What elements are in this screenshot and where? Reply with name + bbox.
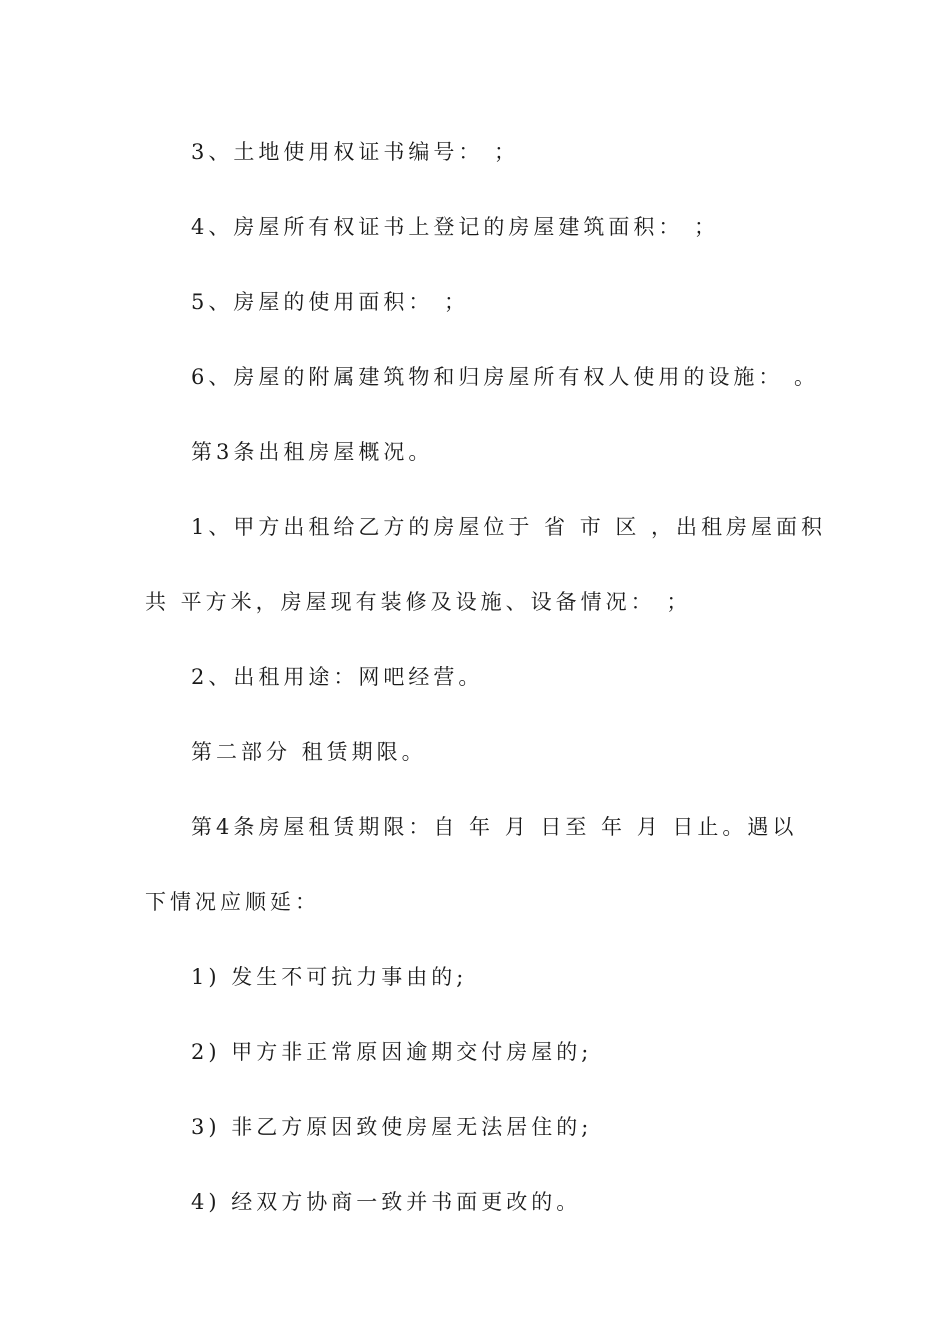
doc-line-part-2-heading: 第二部分 租赁期限。: [191, 740, 427, 764]
doc-line-property-area-continued: 共 平方米，房屋现有装修及设施、设备情况： ；: [145, 590, 692, 614]
doc-line-attached-facilities: 6、房屋的附属建筑物和归房屋所有权人使用的设施： 。: [191, 365, 820, 389]
doc-line-property-location: 1、甲方出租给乙方的房屋位于 省 市 区 ，出租房屋面积: [191, 515, 827, 539]
doc-line-rental-purpose: 2、出租用途：网吧经营。: [191, 665, 484, 689]
doc-line-usable-area: 5、房屋的使用面积： ；: [191, 290, 470, 314]
doc-line-article-3-heading: 第3条出租房屋概况。: [191, 440, 434, 464]
doc-line-article-4-term: 第4条房屋租赁期限：自 年 月 日至 年 月 日止。遇以: [191, 815, 798, 839]
doc-line-registered-area: 4、房屋所有权证书上登记的房屋建筑面积： ；: [191, 215, 720, 239]
doc-list-item-1: 1) 发生不可抗力事由的;: [191, 965, 468, 989]
doc-line-term-continued: 下情况应顺延：: [145, 890, 320, 914]
doc-list-item-3: 3) 非乙方原因致使房屋无法居住的;: [191, 1115, 593, 1139]
doc-list-item-2: 2) 甲方非正常原因逾期交付房屋的;: [191, 1040, 593, 1064]
doc-list-item-4: 4) 经双方协商一致并书面更改的。: [191, 1190, 582, 1214]
doc-line-land-cert-number: 3、土地使用权证书编号： ；: [191, 140, 520, 164]
